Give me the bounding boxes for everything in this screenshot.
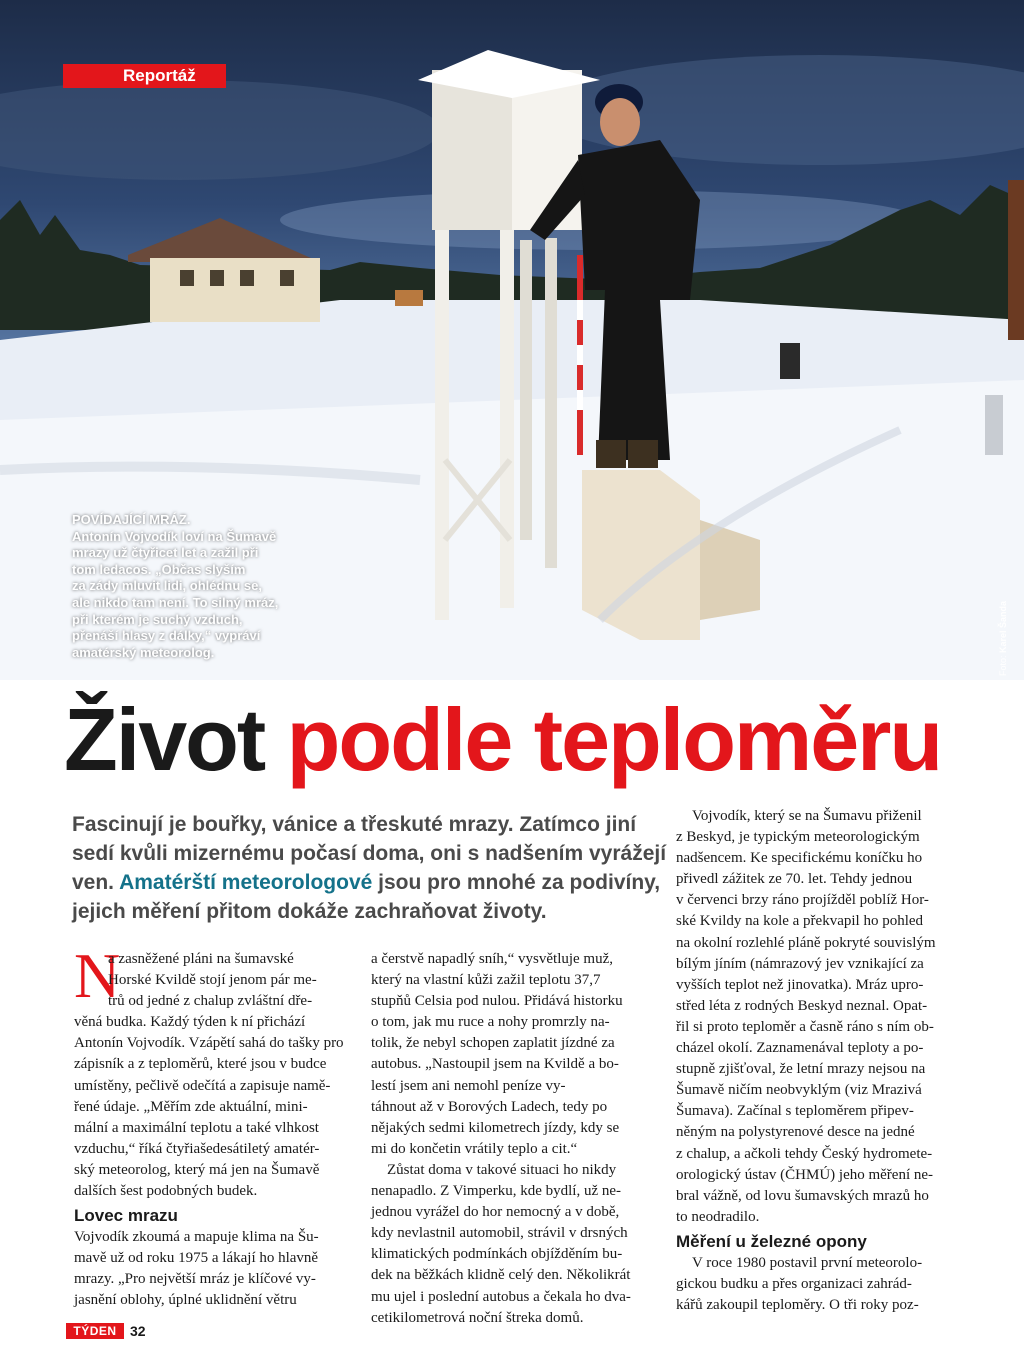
body-line: střed léta z rodných Beskyd neznal. Opat- <box>676 997 928 1014</box>
body-line: Šumavě ničím neobvyklým (viz Mrazivá <box>676 1082 922 1099</box>
photo-credit <box>998 576 1008 676</box>
body-line: dek na běžkách klidně celý den. Několikrát <box>371 1267 631 1284</box>
body-line: to neodradilo. <box>676 1208 760 1225</box>
lead-text: ven. <box>72 871 120 894</box>
body-line: v červenci brzy ráno projížděl poblíž Hor- <box>676 892 929 909</box>
body-line: řené údaje. „Měřím zde aktuální, mini- <box>74 1098 308 1115</box>
body-line: klimatických podmínkách objížděním bu- <box>371 1246 623 1263</box>
body-line: umístěny, pečlivě odečítá a zapisuje namě- <box>74 1077 331 1094</box>
body-line: táhnout až v Borových Ladech, tedy po <box>371 1098 608 1115</box>
body-line: vyšších teplot než jinovatka). Mráz upro- <box>676 976 924 993</box>
headline-word-2: podle teploměru <box>286 690 942 789</box>
body-line: kářů zakoupil teploměry. O tři roky poz- <box>676 1297 919 1314</box>
body-line: něným na polystyrenové desce na jedné <box>676 1124 915 1141</box>
body-line: dalších šest podobných budek. <box>74 1183 258 1200</box>
body-line: stupňů Celsia pod nulou. Přidává historku <box>371 993 623 1010</box>
caption-heading: POVÍDAJÍCÍ MRÁZ. <box>72 512 191 527</box>
column-1 <box>74 949 350 1312</box>
article-headline <box>64 690 964 790</box>
lead-text: jsou pro mnohé za podivíny, <box>372 871 661 894</box>
body-line: bral vážně, od lovu šumavských mrazů ho <box>676 1187 929 1204</box>
magazine-logo: TÝDEN <box>66 1323 124 1339</box>
section-tag: Reportáž <box>63 64 226 88</box>
caption-line: tom ledacos. „Občas slyším <box>72 561 246 577</box>
body-line: ský meteorolog, který má jen na Šumavě <box>74 1161 320 1178</box>
caption-line: při kterém je suchý vzduch, <box>72 611 243 627</box>
body-line: Vojvodík, který se na Šumavu přiženil <box>692 808 922 824</box>
body-line: gickou budku a přes organizaci zahrád- <box>676 1275 912 1292</box>
credit-name: Karel Šanda <box>998 600 1008 653</box>
body-line: z Beskyd, je typickým meteorologickým <box>676 829 920 846</box>
body-line: nenapadlo. Z Vimperku, kde bydlí, už ne- <box>371 1183 622 1200</box>
lead-line <box>72 868 661 897</box>
body-line: cetikilometrová noční štreka domů. <box>371 1309 584 1326</box>
body-line: tolik, že nebyl schopen zaplatit jízdné za <box>371 1035 615 1052</box>
caption-line: za zády mluvit lidi, ohlédnu se, <box>72 578 262 594</box>
lead-line: sedí kvůli mizernému počasí doma, oni s nadšením vyrážejí <box>72 842 667 865</box>
hero-photo <box>0 0 1024 680</box>
caption-line: Antonín Vojvodík loví na Šumavě <box>72 528 277 544</box>
body-line: nadšencem. Ke specifickému koníčku ho <box>676 850 923 867</box>
caption-line: amatérský meteorolog. <box>72 644 215 660</box>
column-3 <box>676 806 954 1316</box>
body-line: jednou vyrážel do hor nemocný a v době, <box>371 1204 620 1221</box>
body-line: lestí jsem ani nemohl peníze vy- <box>371 1077 566 1094</box>
body-line: cházel okolí. Zaznamenával teploty a po- <box>676 1040 924 1057</box>
body-line: autobus. „Nastoupil jsem na Kvildě a bo- <box>371 1056 619 1073</box>
body-line: jasnění oblohy, úplné uklidnění větru <box>74 1292 297 1309</box>
body-line: mální a maximální teplotu a také vlhkost <box>74 1119 319 1136</box>
body-line: kdy nevlastnil automobil, strávil v drsných <box>371 1225 628 1242</box>
body-line: Šumava). Začínal s teploměrem připev- <box>676 1103 914 1120</box>
column-2 <box>371 949 650 1329</box>
body-line: nějakých sedmi kilometrech jízdy, kdy se <box>371 1119 620 1136</box>
body-line: o tom, jak mu ruce a nohy promrzly na- <box>371 1014 610 1031</box>
body-line: orologický ústav (ČHMÚ) jeho měření ne- <box>676 1166 934 1183</box>
body-line: vzduchu,“ říká čtyřiašedesátiletý amatér- <box>74 1140 320 1157</box>
body-line: Antonín Vojvodík. Vzápětí sahá do tašky pro <box>74 1035 344 1052</box>
lead-highlight: Amatérští meteorologové <box>119 871 373 894</box>
body-line: Zůstat doma v takové situaci ho nikdy <box>387 1161 617 1178</box>
body-line: a zasněžené pláni na šumavské <box>108 951 294 967</box>
caption-line: přenáší hlasy z dálky,“ vypráví <box>72 628 261 644</box>
caption-line: ale nikdo tam není. To silný mráz, <box>72 594 279 610</box>
body-line: mavě už od roku 1975 a lákají ho hlavně <box>74 1250 319 1267</box>
page-number: 32 <box>130 1323 146 1339</box>
body-line: z chalup, a ačkoli tehdy Český hydromete- <box>676 1145 933 1162</box>
body-line: řil si proto teploměr a časně ráno s ním ob- <box>676 1018 934 1035</box>
drop-cap: N <box>74 940 121 1011</box>
body-line: Horské Kvildě stojí jenom pár me- <box>108 972 317 989</box>
body-line: stupně zjišťoval, že letní mrazy nejsou na <box>676 1061 926 1078</box>
lead-line: jejich měření přitom dokáže zachraňovat životy. <box>72 900 547 923</box>
body-line: bílým jíním (námrazový jev vznikající za <box>676 955 924 972</box>
body-line: na okolní rozlehlé pláně pokryté souvislým <box>676 934 936 951</box>
body-line: ské Kvildy na kole a překvapil ho pohled <box>676 913 924 930</box>
body-line: a čerstvě napadlý sníh,“ vysvětluje muž, <box>371 951 614 967</box>
credit-prefix: Foto: <box>998 655 1008 676</box>
subhead-lovec-mrazu: Lovec mrazu <box>74 1206 178 1226</box>
body-line: věná budka. Každý týden k ní přichází <box>74 1014 306 1031</box>
body-line: mu ujel i poslední autobus a čekala ho dva- <box>371 1288 631 1305</box>
headline-word-1: Život <box>64 690 265 789</box>
article-lead <box>72 810 667 926</box>
lead-line: Fascinují je bouřky, vánice a třeskuté mrazy. Zatímco jiní <box>72 813 637 836</box>
body-line: mi do končetin vrátily teplo a cit.“ <box>371 1140 578 1157</box>
body-line: mrazy. „Pro největší mráz je klíčové vy- <box>74 1271 316 1288</box>
body-line: Vojvodík zkoumá a mapuje klima na Šu- <box>74 1229 319 1246</box>
body-line: který na vlastní kůži zažil teplotu 37,7 <box>371 972 601 989</box>
body-line: V roce 1980 postavil první meteorolo- <box>692 1254 923 1271</box>
body-line: trů od jedné z chalup zvláštní dře- <box>108 993 313 1010</box>
photo-caption <box>72 512 287 661</box>
caption-line: mrazy už čtyřicet let a zažil při <box>72 545 259 561</box>
subhead-mereni-u-zelezne-opony: Měření u železné opony <box>676 1231 867 1251</box>
body-line: přivedl zážitek ze 70. let. Tehdy jednou <box>676 871 913 888</box>
body-line: zápisník a z teploměrů, které jsou v budce <box>74 1056 327 1073</box>
